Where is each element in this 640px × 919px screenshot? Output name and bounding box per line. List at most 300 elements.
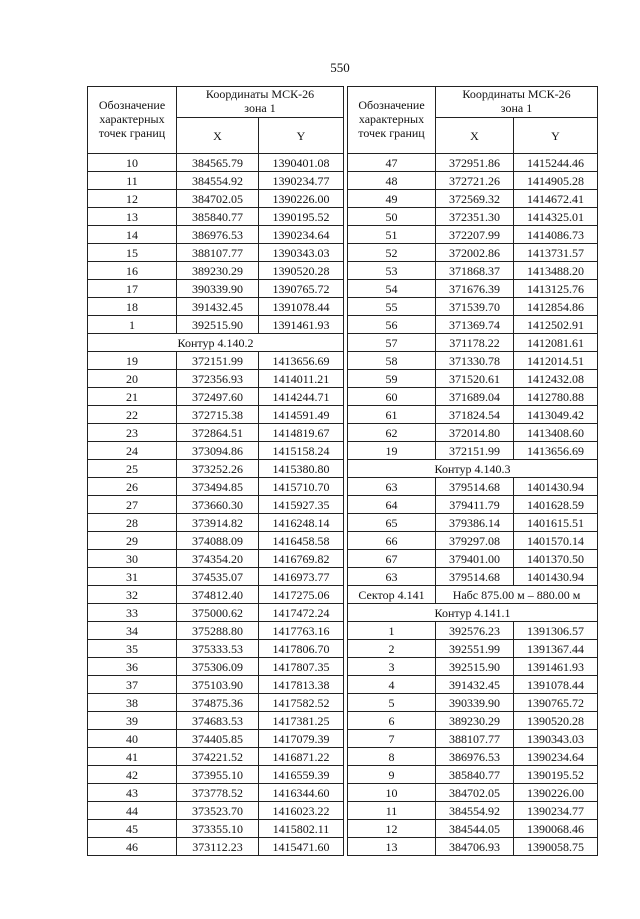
y-coordinate: 1416871.22 [259, 748, 344, 766]
table-row [88, 748, 344, 766]
table-row [88, 388, 344, 406]
table-row [348, 802, 598, 820]
point-number: 9 [348, 766, 436, 784]
x-coordinate: 374405.85 [177, 730, 259, 748]
point-label-header [88, 87, 177, 154]
y-coordinate: 1412780.88 [514, 388, 598, 406]
table-row [88, 586, 344, 604]
point-number: 10 [88, 154, 177, 172]
y-header: Y [514, 118, 598, 154]
x-coordinate: 373660.30 [177, 496, 259, 514]
table-row [348, 694, 598, 712]
x-coordinate: 373112.23 [177, 838, 259, 856]
point-number: 53 [348, 262, 436, 280]
point-number: 44 [88, 802, 177, 820]
y-coordinate: 1413656.69 [514, 442, 598, 460]
contour-title: Контур 4.140.2 [88, 334, 344, 352]
x-coordinate: 375288.80 [177, 622, 259, 640]
y-coordinate: 1413408.60 [514, 424, 598, 442]
x-coordinate: 375000.62 [177, 604, 259, 622]
table-row [88, 352, 344, 370]
x-coordinate: 372497.60 [177, 388, 259, 406]
x-coordinate: 373094.86 [177, 442, 259, 460]
x-coordinate: 372569.32 [436, 190, 514, 208]
x-coordinate: 372002.86 [436, 244, 514, 262]
y-coordinate: 1417807.35 [259, 658, 344, 676]
x-coordinate: 379514.68 [436, 568, 514, 586]
point-number: 43 [88, 784, 177, 802]
y-coordinate: 1416248.14 [259, 514, 344, 532]
coordinate-system-header [177, 87, 344, 118]
y-coordinate: 1417806.70 [259, 640, 344, 658]
table-row [88, 514, 344, 532]
x-coordinate: 375306.09 [177, 658, 259, 676]
point-number: 47 [348, 154, 436, 172]
y-coordinate: 1390520.28 [514, 712, 598, 730]
x-coordinate: 374354.20 [177, 550, 259, 568]
table-row [348, 280, 598, 298]
x-coordinate: 388107.77 [177, 244, 259, 262]
x-coordinate: 371689.04 [436, 388, 514, 406]
y-coordinate: 1414819.67 [259, 424, 344, 442]
point-number: 49 [348, 190, 436, 208]
x-coordinate: 374812.40 [177, 586, 259, 604]
y-coordinate: 1390226.00 [514, 784, 598, 802]
point-number: 59 [348, 370, 436, 388]
y-coordinate: 1416559.39 [259, 766, 344, 784]
point-number: 21 [88, 388, 177, 406]
y-coordinate: 1415710.70 [259, 478, 344, 496]
point-number: 10 [348, 784, 436, 802]
table-row [88, 622, 344, 640]
x-coordinate: 390339.90 [177, 280, 259, 298]
table-row [88, 316, 344, 334]
table-row [348, 208, 598, 226]
x-coordinate: 379514.68 [436, 478, 514, 496]
table-row [88, 496, 344, 514]
point-number: 6 [348, 712, 436, 730]
y-coordinate: 1390195.52 [514, 766, 598, 784]
point-number: 20 [88, 370, 177, 388]
table-row [88, 784, 344, 802]
x-coordinate: 374683.53 [177, 712, 259, 730]
header-line: характерных [99, 112, 165, 127]
y-coordinate: 1412502.91 [514, 316, 598, 334]
table-row [348, 568, 598, 586]
y-coordinate: 1412854.86 [514, 298, 598, 316]
y-coordinate: 1414905.28 [514, 172, 598, 190]
table-row [88, 478, 344, 496]
header-line: Координаты МСК-26 [205, 87, 315, 102]
header-line: характерных [358, 112, 425, 127]
table-row [88, 424, 344, 442]
table-row [348, 784, 598, 802]
table-row [348, 334, 598, 352]
point-number: 19 [348, 442, 436, 460]
y-coordinate: 1415471.60 [259, 838, 344, 856]
table-row [88, 190, 344, 208]
table-row [88, 658, 344, 676]
y-coordinate: 1414325.01 [514, 208, 598, 226]
x-coordinate: 373955.10 [177, 766, 259, 784]
header-line: точек границ [358, 125, 425, 140]
point-number: 38 [88, 694, 177, 712]
y-coordinate: 1414244.71 [259, 388, 344, 406]
y-coordinate: 1412014.51 [514, 352, 598, 370]
y-coordinate: 1390765.72 [259, 280, 344, 298]
point-number: 2 [348, 640, 436, 658]
table-row [348, 406, 598, 424]
x-coordinate: 384544.05 [436, 820, 514, 838]
point-number: 4 [348, 676, 436, 694]
table-row [88, 298, 344, 316]
y-coordinate: 1414011.21 [259, 370, 344, 388]
contour-header-row [348, 460, 598, 478]
x-coordinate: 372014.80 [436, 424, 514, 442]
table-row [88, 280, 344, 298]
table-row [88, 802, 344, 820]
table-row [348, 388, 598, 406]
y-coordinate: 1414672.41 [514, 190, 598, 208]
x-coordinate: 373914.82 [177, 514, 259, 532]
y-coordinate: 1416458.58 [259, 532, 344, 550]
point-number: 67 [348, 550, 436, 568]
y-coordinate: 1415927.35 [259, 496, 344, 514]
point-number: 63 [348, 568, 436, 586]
y-coordinate: 1414086.73 [514, 226, 598, 244]
x-header: X [177, 118, 259, 154]
point-number: 45 [88, 820, 177, 838]
table-row [88, 370, 344, 388]
y-coordinate: 1390343.03 [514, 730, 598, 748]
y-coordinate: 1416023.22 [259, 802, 344, 820]
table-row [348, 172, 598, 190]
point-number: 24 [88, 442, 177, 460]
x-coordinate: 391432.45 [177, 298, 259, 316]
table-row [88, 604, 344, 622]
point-number: 15 [88, 244, 177, 262]
point-number: 36 [88, 658, 177, 676]
table-row [88, 406, 344, 424]
y-coordinate: 1417813.38 [259, 676, 344, 694]
point-number: 12 [88, 190, 177, 208]
point-number: 26 [88, 478, 177, 496]
table-row [348, 676, 598, 694]
table-row [348, 226, 598, 244]
y-coordinate: 1415244.46 [514, 154, 598, 172]
point-number: 19 [88, 352, 177, 370]
point-number: 29 [88, 532, 177, 550]
x-coordinate: 371539.70 [436, 298, 514, 316]
x-coordinate: 372151.99 [436, 442, 514, 460]
table-row [348, 154, 598, 172]
header-line: Координаты МСК-26 [462, 87, 571, 102]
y-coordinate: 1391367.44 [514, 640, 598, 658]
point-number: 48 [348, 172, 436, 190]
point-number: 37 [88, 676, 177, 694]
y-coordinate: 1415158.24 [259, 442, 344, 460]
y-coordinate: 1412081.61 [514, 334, 598, 352]
y-coordinate: 1413125.76 [514, 280, 598, 298]
point-number: 30 [88, 550, 177, 568]
y-coordinate: 1413488.20 [514, 262, 598, 280]
point-number: 28 [88, 514, 177, 532]
x-coordinate: 371369.74 [436, 316, 514, 334]
y-coordinate: 1390234.64 [514, 748, 598, 766]
table-row [88, 154, 344, 172]
y-coordinate: 1401370.50 [514, 550, 598, 568]
y-coordinate: 1417763.16 [259, 622, 344, 640]
table-row [348, 550, 598, 568]
y-coordinate: 1390234.64 [259, 226, 344, 244]
x-coordinate: 374535.07 [177, 568, 259, 586]
table-row [88, 226, 344, 244]
x-coordinate: 375333.53 [177, 640, 259, 658]
x-coordinate: 373355.10 [177, 820, 259, 838]
point-number: 27 [88, 496, 177, 514]
y-coordinate: 1413656.69 [259, 352, 344, 370]
coordinates-table-left [87, 86, 344, 856]
table-row [348, 712, 598, 730]
x-coordinate: 371676.39 [436, 280, 514, 298]
x-coordinate: 390339.90 [436, 694, 514, 712]
y-coordinate: 1417275.06 [259, 586, 344, 604]
table-row [88, 694, 344, 712]
point-number: 31 [88, 568, 177, 586]
point-number: 57 [348, 334, 436, 352]
x-coordinate: 392576.23 [436, 622, 514, 640]
point-number: 13 [88, 208, 177, 226]
table-row [88, 172, 344, 190]
point-number: 1 [88, 316, 177, 334]
table-row [348, 532, 598, 550]
x-coordinate: 392515.90 [436, 658, 514, 676]
point-number: 32 [88, 586, 177, 604]
table-row [348, 262, 598, 280]
x-coordinate: 386976.53 [177, 226, 259, 244]
y-coordinate: 1390195.52 [259, 208, 344, 226]
x-coordinate: 379401.00 [436, 550, 514, 568]
point-number: 14 [88, 226, 177, 244]
x-coordinate: 372721.26 [436, 172, 514, 190]
point-number: 61 [348, 406, 436, 424]
table-row [88, 208, 344, 226]
table-row [88, 568, 344, 586]
table-row [348, 352, 598, 370]
y-coordinate: 1390234.77 [514, 802, 598, 820]
x-coordinate: 384702.05 [177, 190, 259, 208]
x-coordinate: 371868.37 [436, 262, 514, 280]
x-coordinate: 373523.70 [177, 802, 259, 820]
x-coordinate: 386976.53 [436, 748, 514, 766]
sector-altitude: Набс 875.00 м – 880.00 м [436, 586, 598, 604]
x-coordinate: 371520.61 [436, 370, 514, 388]
y-coordinate: 1391461.93 [514, 658, 598, 676]
y-coordinate: 1390520.28 [259, 262, 344, 280]
y-coordinate: 1390401.08 [259, 154, 344, 172]
x-coordinate: 372207.99 [436, 226, 514, 244]
table-row [88, 640, 344, 658]
table-row [88, 838, 344, 856]
point-number: 62 [348, 424, 436, 442]
header-line: зона 1 [500, 101, 533, 115]
x-coordinate: 391432.45 [436, 676, 514, 694]
contour-header-row [88, 334, 344, 352]
y-coordinate: 1416769.82 [259, 550, 344, 568]
table-row [348, 424, 598, 442]
y-coordinate: 1416973.77 [259, 568, 344, 586]
table-row [348, 514, 598, 532]
point-number: 18 [88, 298, 177, 316]
x-coordinate: 374088.09 [177, 532, 259, 550]
y-coordinate: 1417472.24 [259, 604, 344, 622]
y-coordinate: 1390058.75 [514, 838, 598, 856]
header-line: Обозначение [98, 98, 166, 113]
point-number: 17 [88, 280, 177, 298]
y-coordinate: 1391306.57 [514, 622, 598, 640]
table-row [348, 496, 598, 514]
sector-label: Сектор 4.141 [348, 586, 436, 604]
point-number: 35 [88, 640, 177, 658]
coordinate-system-header [436, 87, 598, 118]
x-coordinate: 371178.22 [436, 334, 514, 352]
y-coordinate: 1417381.25 [259, 712, 344, 730]
contour-header-row [348, 604, 598, 622]
point-number: 11 [88, 172, 177, 190]
point-number: 25 [88, 460, 177, 478]
table-row [348, 370, 598, 388]
contour-title: Контур 4.140.3 [348, 460, 598, 478]
y-coordinate: 1401615.51 [514, 514, 598, 532]
page-number: 550 [330, 60, 350, 75]
point-number: 56 [348, 316, 436, 334]
point-number: 40 [88, 730, 177, 748]
header-line: точек границ [98, 125, 166, 140]
table-row [348, 298, 598, 316]
x-coordinate: 372151.99 [177, 352, 259, 370]
y-coordinate: 1390765.72 [514, 694, 598, 712]
table-row [88, 442, 344, 460]
point-number: 41 [88, 748, 177, 766]
y-coordinate: 1391461.93 [259, 316, 344, 334]
y-coordinate: 1401570.14 [514, 532, 598, 550]
x-coordinate: 372951.86 [436, 154, 514, 172]
point-number: 39 [88, 712, 177, 730]
header-line: Обозначение [358, 98, 425, 113]
point-number: 55 [348, 298, 436, 316]
x-coordinate: 384702.05 [436, 784, 514, 802]
x-coordinate: 384554.92 [177, 172, 259, 190]
table-row [88, 766, 344, 784]
point-number: 54 [348, 280, 436, 298]
table-row [348, 820, 598, 838]
x-coordinate: 372351.30 [436, 208, 514, 226]
table-row [348, 478, 598, 496]
x-coordinate: 389230.29 [177, 262, 259, 280]
y-header: Y [259, 118, 344, 154]
sector-row [348, 586, 598, 604]
point-number: 23 [88, 424, 177, 442]
point-number: 13 [348, 838, 436, 856]
table-row [348, 658, 598, 676]
x-coordinate: 373494.85 [177, 478, 259, 496]
table-row [348, 190, 598, 208]
point-number: 3 [348, 658, 436, 676]
point-number: 50 [348, 208, 436, 226]
point-number: 42 [88, 766, 177, 784]
table-row [348, 316, 598, 334]
point-number: 7 [348, 730, 436, 748]
point-number: 8 [348, 748, 436, 766]
coordinates-table-right [347, 86, 598, 856]
x-coordinate: 373778.52 [177, 784, 259, 802]
table-row [88, 550, 344, 568]
point-number: 52 [348, 244, 436, 262]
y-coordinate: 1391078.44 [259, 298, 344, 316]
x-coordinate: 388107.77 [436, 730, 514, 748]
point-number: 22 [88, 406, 177, 424]
y-coordinate: 1413731.57 [514, 244, 598, 262]
y-coordinate: 1417079.39 [259, 730, 344, 748]
header-line: зона 1 [244, 101, 276, 115]
x-coordinate: 374221.52 [177, 748, 259, 766]
table-row [88, 460, 344, 478]
y-coordinate: 1401628.59 [514, 496, 598, 514]
x-coordinate: 392551.99 [436, 640, 514, 658]
table-row [348, 766, 598, 784]
x-coordinate: 385840.77 [436, 766, 514, 784]
y-coordinate: 1390068.46 [514, 820, 598, 838]
table-row [88, 676, 344, 694]
x-coordinate: 384706.93 [436, 838, 514, 856]
x-coordinate: 379411.79 [436, 496, 514, 514]
point-number: 64 [348, 496, 436, 514]
x-coordinate: 392515.90 [177, 316, 259, 334]
point-number: 46 [88, 838, 177, 856]
point-number: 51 [348, 226, 436, 244]
table-row [348, 622, 598, 640]
x-coordinate: 373252.26 [177, 460, 259, 478]
y-coordinate: 1415380.80 [259, 460, 344, 478]
table-row [88, 820, 344, 838]
y-coordinate: 1390343.03 [259, 244, 344, 262]
table-row [348, 442, 598, 460]
x-coordinate: 374875.36 [177, 694, 259, 712]
point-number: 66 [348, 532, 436, 550]
table-row [88, 532, 344, 550]
x-coordinate: 389230.29 [436, 712, 514, 730]
table-row [348, 730, 598, 748]
point-number: 33 [88, 604, 177, 622]
x-coordinate: 379297.08 [436, 532, 514, 550]
point-number: 16 [88, 262, 177, 280]
y-coordinate: 1412432.08 [514, 370, 598, 388]
x-coordinate: 371824.54 [436, 406, 514, 424]
x-coordinate: 384554.92 [436, 802, 514, 820]
point-number: 65 [348, 514, 436, 532]
x-header: X [436, 118, 514, 154]
table-row [88, 262, 344, 280]
y-coordinate: 1390234.77 [259, 172, 344, 190]
point-number: 58 [348, 352, 436, 370]
point-number: 11 [348, 802, 436, 820]
point-number: 63 [348, 478, 436, 496]
point-label-header [348, 87, 436, 154]
table-row [348, 838, 598, 856]
table-row [88, 712, 344, 730]
y-coordinate: 1401430.94 [514, 478, 598, 496]
y-coordinate: 1413049.42 [514, 406, 598, 424]
